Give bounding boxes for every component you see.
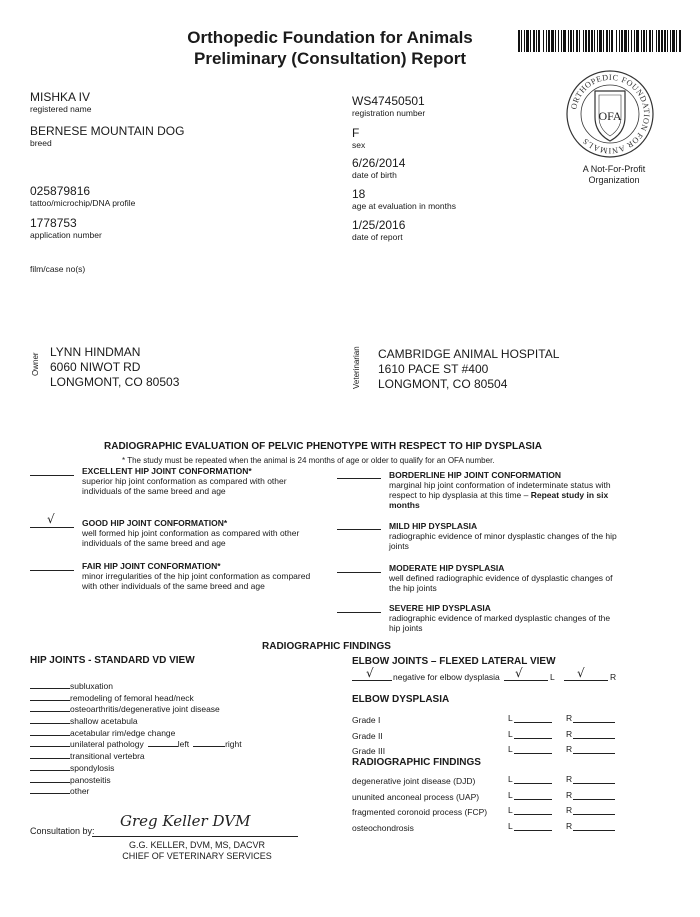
veterinarian-city: LONGMONT, CO 80504	[378, 377, 508, 391]
grade-title: SEVERE HIP DYSPLASIA	[389, 603, 491, 613]
blank-line	[514, 722, 552, 723]
elbow-finding-label: degenerative joint disease (DJD)	[352, 776, 476, 786]
elbow-finding-label: ununited anconeal process (UAP)	[352, 791, 480, 802]
grade-desc	[389, 490, 677, 500]
grade-title: MODERATE HIP DYSPLASIA	[389, 563, 505, 573]
grade-title: EXCELLENT HIP JOINT CONFORMATION*	[82, 466, 252, 476]
barcode-bar	[524, 30, 525, 52]
hip-item-label: transitional vertebra	[70, 751, 145, 762]
svg-text:OFA: OFA	[598, 109, 622, 123]
grade-title: FAIR HIP JOINT CONFORMATION*	[82, 561, 221, 571]
blank-line	[514, 799, 552, 800]
list-item	[352, 802, 672, 818]
barcode-bar	[641, 30, 642, 52]
right-marker: R	[566, 744, 573, 754]
grade-blank-line	[30, 570, 74, 571]
logo-caption	[566, 164, 662, 186]
elbow-finding-label: osteochondrosis	[352, 822, 414, 833]
breed-value: BERNESE MOUNTAIN DOG	[30, 124, 185, 138]
grade-blank-line	[337, 529, 381, 530]
barcode-bar	[536, 30, 537, 52]
blank-line	[573, 799, 615, 800]
grade-title: MILD HIP DYSPLASIA	[389, 521, 478, 531]
tattoo-caption: tattoo/microchip/DNA profile	[30, 198, 136, 208]
left-marker: L	[508, 820, 513, 831]
veterinarian-name: CAMBRIDGE ANIMAL HOSPITAL	[378, 347, 560, 361]
hip-item-label: panosteitis	[70, 774, 111, 785]
grade-desc-part: respect to hip dysplasia at this time –	[389, 490, 531, 500]
blank-line	[573, 830, 615, 831]
check-mark: √	[515, 666, 523, 680]
blank-line	[352, 680, 392, 681]
hip-findings-list	[30, 676, 330, 797]
date-of-birth-caption: date of birth	[352, 170, 397, 180]
barcode-bar	[631, 30, 632, 52]
elbow-dysplasia-heading: ELBOW DYSPLASIA	[352, 694, 450, 705]
list-item	[30, 734, 330, 750]
elbow-joints-heading: ELBOW JOINTS – FLEXED LATERAL VIEW	[352, 656, 556, 667]
elbow-grade-label: Grade II	[352, 730, 383, 741]
barcode-bar	[521, 30, 522, 52]
elbow-negative-row	[352, 668, 672, 682]
barcode-bar	[558, 30, 559, 52]
barcode-bar	[667, 30, 668, 52]
barcode-bar	[628, 30, 629, 52]
barcode-bar	[573, 30, 574, 52]
list-item	[30, 758, 330, 773]
right-marker: R	[566, 713, 573, 723]
right-marker: R	[566, 774, 573, 784]
grade-desc: hip joints	[389, 623, 423, 633]
grade-desc-bold: Repeat study in six	[530, 490, 609, 500]
blank-line	[514, 783, 552, 784]
barcode-bar	[563, 30, 566, 52]
veterinarian-street: 1610 PACE ST #400	[378, 362, 489, 376]
evaluation-note: * The study must be repeated when the animal is 24 months of age or older to qualify for an OFA number.	[122, 456, 495, 465]
barcode-bar	[636, 30, 639, 52]
veterinarian-label: Veterinarian	[352, 346, 361, 389]
blank-line	[514, 753, 552, 754]
barcode-bar	[606, 30, 608, 52]
elbow-findings-list	[352, 771, 672, 833]
left-marker: L	[550, 672, 555, 682]
title-line-1: Orthopedic Foundation for Animals	[187, 28, 473, 47]
grade-desc: the hip joints	[389, 583, 437, 593]
signature-title: CHIEF OF VETERINARY SERVICES	[122, 851, 272, 861]
owner-name: LYNN HINDMAN	[50, 345, 141, 359]
report-date-caption: date of report	[352, 232, 403, 242]
left-marker: L	[508, 774, 513, 784]
breed-caption: breed	[30, 138, 52, 148]
barcode-bar	[676, 30, 677, 52]
barcode-bar	[656, 30, 657, 52]
grade-desc: with other individuals of the same breed and age	[82, 581, 265, 591]
signature-handwriting: Greg Keller DVM	[120, 812, 251, 830]
grade-desc: superior hip joint conformation as compared with other	[82, 476, 287, 486]
barcode-bar	[679, 30, 681, 52]
hip-item-label: osteoarthritis/degenerative joint disease	[70, 704, 220, 715]
barcode-bar	[538, 30, 540, 52]
barcode-bar	[548, 30, 550, 52]
barcode-bar	[576, 30, 578, 52]
findings-heading: RADIOGRAPHIC FINDINGS	[262, 641, 391, 652]
list-item	[352, 771, 672, 787]
barcode-bar	[649, 30, 651, 52]
grade-blank-line	[337, 572, 381, 573]
list-item	[352, 787, 672, 803]
hip-item-label: subluxation	[70, 681, 114, 691]
hip-item-label: spondylosis	[70, 762, 115, 773]
barcode-bar	[579, 30, 580, 52]
barcode-bar	[670, 30, 671, 52]
elbow-finding-label: fragmented coronoid process (FCP)	[352, 807, 488, 817]
list-item	[30, 723, 330, 738]
barcode-bar	[616, 30, 617, 52]
barcode-bar	[652, 30, 653, 52]
grade-desc: minor irregularities of the hip joint conformation as compared	[82, 571, 311, 581]
blank-line	[504, 680, 548, 681]
grade-desc: well formed hip joint conformation as compared with other	[82, 528, 300, 538]
barcode-bar	[611, 30, 613, 52]
left-label: left	[177, 739, 190, 750]
list-item	[30, 770, 330, 785]
elbow-grades-list	[352, 710, 672, 757]
right-label: right	[225, 739, 242, 750]
grade-title: GOOD HIP JOINT CONFORMATION*	[82, 518, 228, 528]
grade-desc: well defined radiographic evidence of dysplastic changes of	[389, 573, 613, 583]
veterinarian-address	[378, 347, 559, 392]
signature-block	[92, 840, 302, 862]
title-line-2: Preliminary (Consultation) Report	[193, 49, 467, 68]
barcode-bar	[585, 30, 587, 52]
grade-desc: individuals of the same breed and age	[82, 538, 226, 548]
barcode-bar	[597, 30, 598, 52]
barcode-bar	[672, 30, 675, 52]
list-item	[352, 818, 672, 834]
barcode-bar	[518, 30, 520, 52]
grade-blank-line	[337, 478, 381, 479]
hip-item-label: other	[70, 786, 90, 797]
right-marker: R	[566, 820, 573, 831]
age-caption: age at evaluation in months	[352, 201, 456, 211]
list-item	[30, 676, 330, 691]
right-marker: R	[566, 789, 573, 800]
barcode	[518, 30, 682, 52]
blank-line	[573, 738, 615, 739]
hip-item-label: shallow acetabula	[70, 716, 138, 727]
barcode-bar	[634, 30, 635, 52]
check-mark: √	[577, 666, 585, 680]
blank-line	[514, 830, 552, 831]
list-item	[30, 699, 330, 715]
check-mark: √	[366, 666, 374, 680]
grade-blank-line	[30, 475, 74, 476]
report-date-value: 1/25/2016	[352, 218, 406, 232]
barcode-bar	[621, 30, 623, 52]
grade-desc: joints	[389, 541, 409, 551]
consultation-by-label: Consultation by:	[30, 826, 95, 836]
tattoo-value: 025879816	[30, 184, 91, 198]
barcode-bar	[530, 30, 531, 52]
grade-desc: radiographic evidence of marked dysplastic changes of the	[389, 613, 611, 623]
barcode-bar	[646, 30, 647, 52]
hip-item-label: remodeling of femoral head/neck	[70, 692, 194, 703]
barcode-bar	[609, 30, 610, 52]
left-marker: L	[508, 805, 513, 815]
report-title	[170, 27, 490, 69]
grade-blank-line	[337, 612, 381, 613]
right-marker: R	[566, 805, 573, 815]
registered-name-value: MISHKA IV	[30, 90, 91, 104]
blank-line	[514, 814, 552, 815]
blank-line	[564, 680, 608, 681]
barcode-bar	[526, 30, 529, 52]
list-item	[352, 710, 672, 726]
barcode-bar	[603, 30, 604, 52]
barcode-bar	[588, 30, 590, 52]
barcode-bar	[619, 30, 620, 52]
check-mark: √	[47, 512, 55, 526]
right-marker: R	[610, 672, 617, 682]
left-marker: L	[508, 789, 513, 800]
owner-address	[50, 345, 179, 390]
barcode-bar	[583, 30, 584, 52]
list-item	[30, 781, 330, 797]
grade-desc-bold: months	[389, 500, 420, 510]
svg-text:ORTHOPEDIC FOUNDATION FOR ANIM: ORTHOPEDIC FOUNDATION FOR ANIMALS	[569, 72, 652, 156]
barcode-bar	[546, 30, 547, 52]
barcode-bar	[555, 30, 556, 52]
hip-item-label: acetabular rim/edge change	[70, 727, 176, 738]
logo-caption-line-1: A Not-For-Profit	[582, 164, 646, 174]
barcode-bar	[543, 30, 544, 52]
application-number-value: 1778753	[30, 216, 77, 230]
barcode-bar	[643, 30, 645, 52]
blank-line	[573, 753, 615, 754]
barcode-bar	[599, 30, 602, 52]
left-marker: L	[508, 744, 513, 754]
age-value: 18	[352, 187, 366, 201]
signature-name: G.G. KELLER, DVM, MS, DACVR	[128, 840, 266, 850]
registered-name-caption: registered name	[30, 104, 92, 114]
blank-line	[573, 783, 615, 784]
blank-line	[573, 814, 615, 815]
owner-city: LONGMONT, CO 80503	[50, 375, 180, 389]
elbow-grade-label: Grade I	[352, 715, 381, 725]
barcode-bar	[594, 30, 595, 52]
left-marker: L	[508, 713, 513, 723]
hip-joints-heading: HIP JOINTS - STANDARD VD VIEW	[30, 655, 195, 666]
application-number-caption: application number	[30, 230, 102, 240]
elbow-grade-label: Grade III	[352, 746, 386, 756]
left-marker: L	[508, 728, 513, 739]
grade-desc: individuals of the same breed and age	[82, 486, 226, 496]
right-marker: R	[566, 728, 573, 739]
list-item	[30, 688, 330, 703]
list-item	[352, 726, 672, 742]
evaluation-heading: RADIOGRAPHIC EVALUATION OF PELVIC PHENOTYPE WITH RESPECT TO HIP DYSPLASIA	[104, 441, 543, 452]
barcode-bar	[661, 30, 663, 52]
blank-line	[573, 722, 615, 723]
barcode-bar	[570, 30, 572, 52]
sex-value: F	[352, 126, 360, 140]
barcode-bar	[533, 30, 535, 52]
list-item	[352, 741, 672, 757]
barcode-bar	[568, 30, 569, 52]
barcode-bar	[561, 30, 562, 52]
sex-caption: sex	[352, 140, 366, 150]
ofa-seal-logo	[565, 69, 655, 159]
grade-blank-line	[30, 527, 74, 528]
barcode-bar	[551, 30, 554, 52]
blank-line	[514, 738, 552, 739]
barcode-bar	[591, 30, 593, 52]
hip-item-label: unilateral pathology	[70, 739, 144, 750]
elbow-negative-label: negative for elbow dysplasia	[393, 672, 500, 682]
grade-title: BORDERLINE HIP JOINT CONFORMATION	[389, 470, 562, 480]
date-of-birth-value: 6/26/2014	[352, 156, 406, 170]
grade-desc: radiographic evidence of minor dysplastic changes of the hip	[389, 531, 617, 541]
barcode-bar	[664, 30, 666, 52]
owner-label: Owner	[31, 352, 40, 376]
registration-number-value: WS47450501	[352, 94, 425, 108]
registration-number-caption: registration number	[352, 108, 426, 118]
signature-line	[92, 836, 298, 837]
logo-caption-line-2: Organization	[588, 175, 640, 185]
barcode-bar	[624, 30, 627, 52]
barcode-bar	[658, 30, 660, 52]
grade-desc: marginal hip joint conformation of indeterminate status with	[389, 480, 611, 490]
elbow-findings-heading: RADIOGRAPHIC FINDINGS	[352, 757, 481, 768]
film-case-caption: film/case no(s)	[30, 264, 86, 274]
owner-street: 6060 NIWOT RD	[50, 360, 141, 374]
